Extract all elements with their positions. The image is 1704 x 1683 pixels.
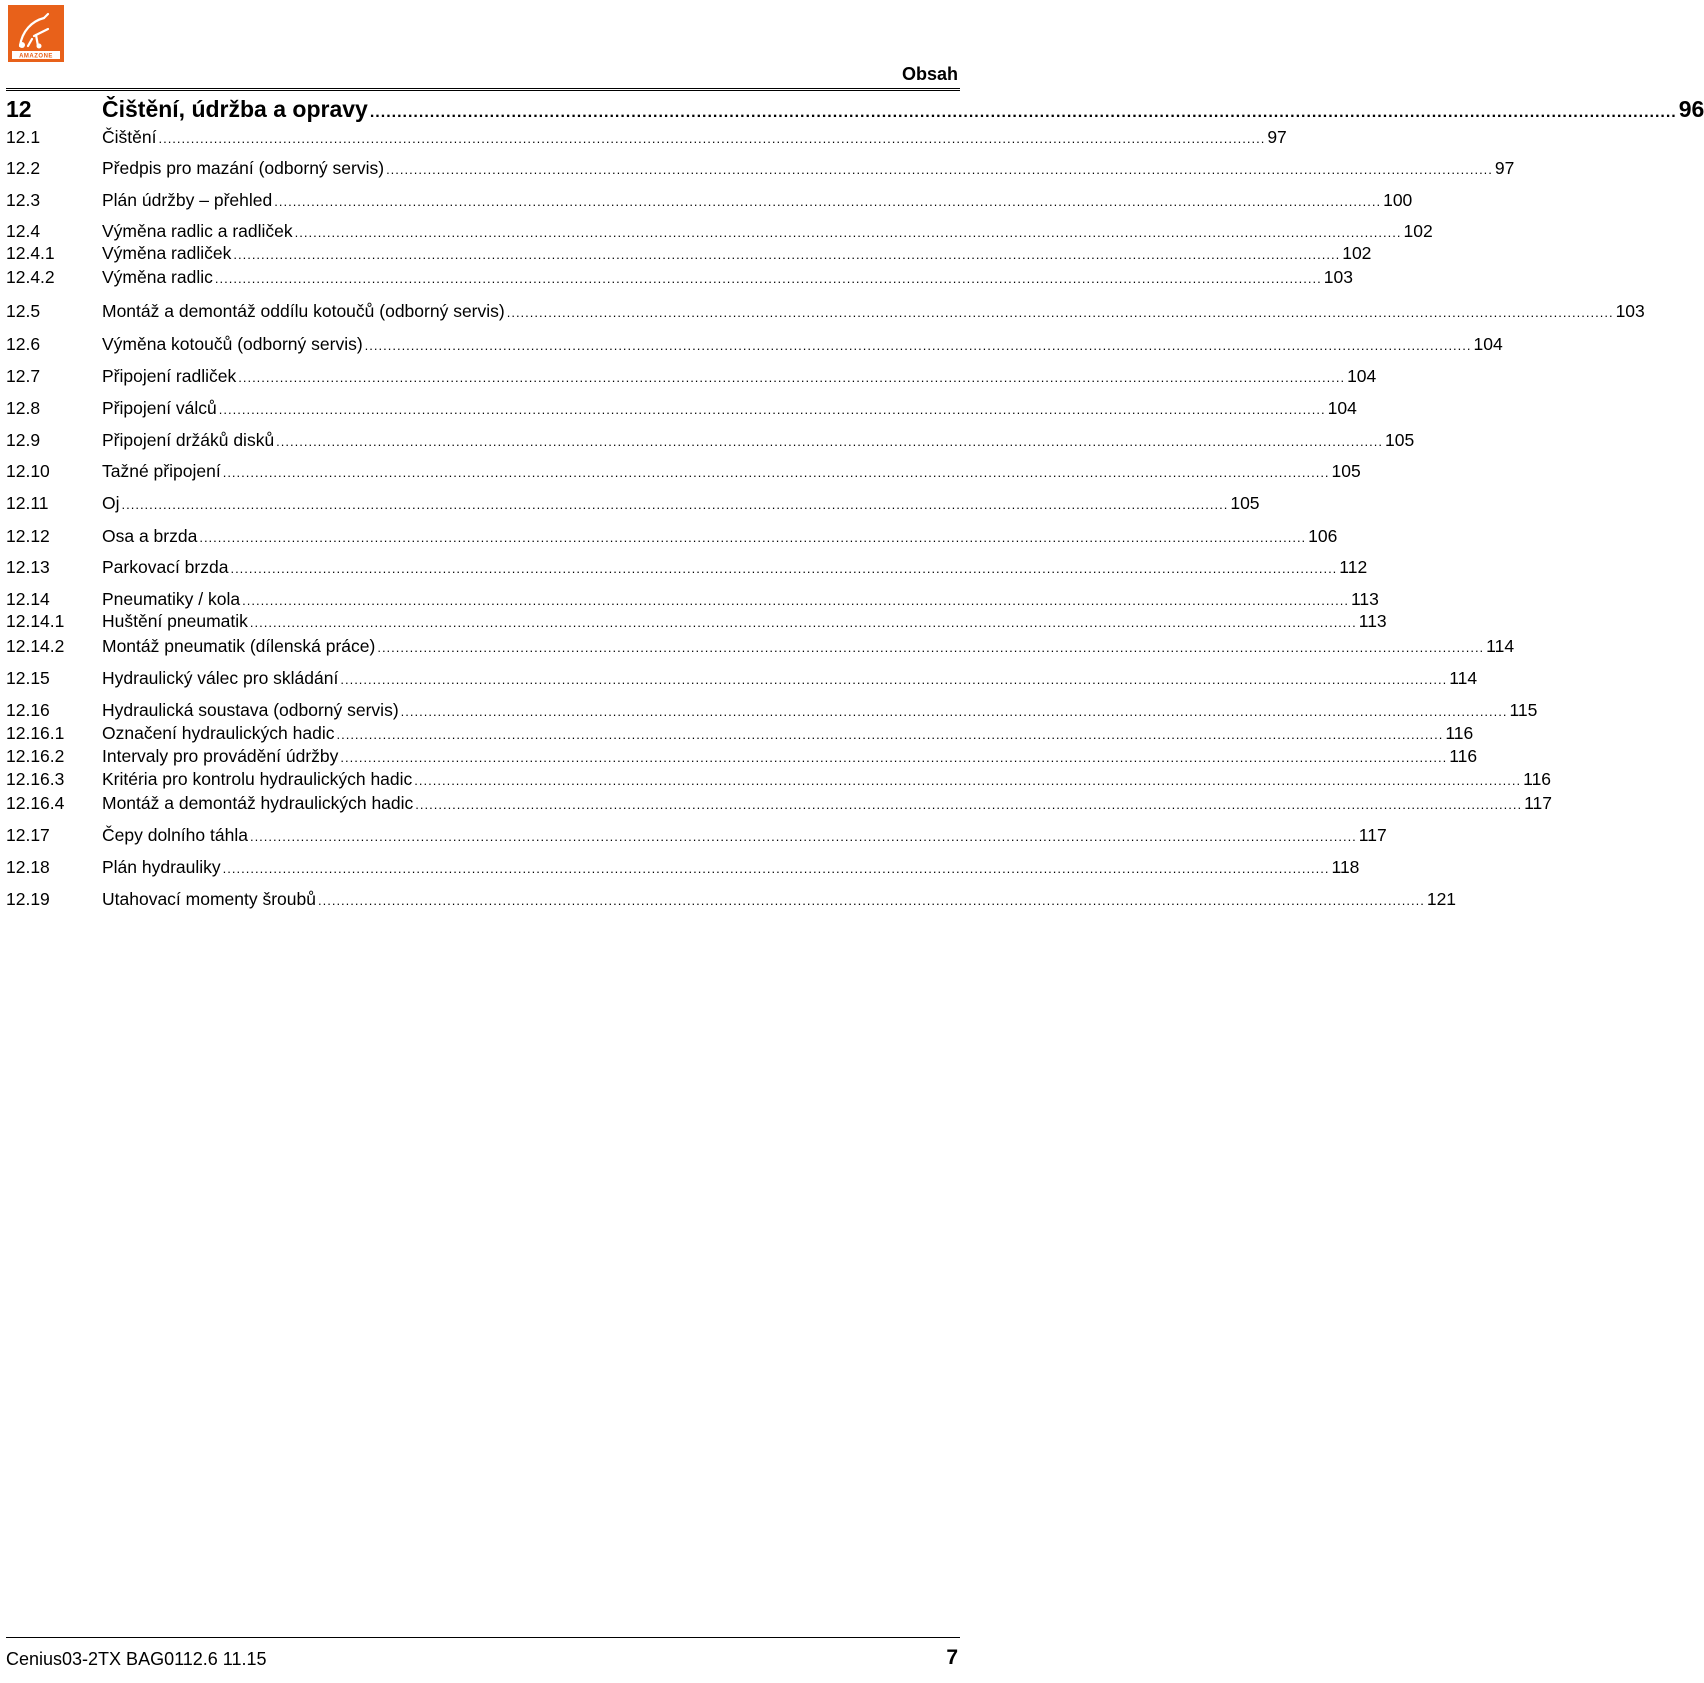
toc-entry-page: 115 [1509,700,1538,720]
toc-entry-title: Hydraulická soustava (odborný servis) [102,700,399,720]
toc-entry-page: 105 [1385,430,1415,450]
toc-entry-title: Výměna radliček [102,243,232,263]
toc-entry[interactable] [6,611,1387,632]
toc-entry-number: 12.10 [6,461,50,481]
svg-text:AMAZONE: AMAZONE [19,53,53,60]
dot-leader: ................................................................................................................................................................................................................................................ [199,530,1307,545]
dot-leader: ................................................................................................................................................................................................................................................ [274,194,1382,209]
toc-entry-title: Připojení držáků disků [102,430,275,450]
dot-leader: ................................................................................................................................................................................................................................................ [318,893,1425,908]
dot-leader: ................................................................................................................................................................................................................................................ [238,370,1346,385]
dot-leader: ................................................................................................................................................................................................................................................ [340,672,1448,687]
toc-entry-number: 12.16 [6,700,50,720]
dot-leader: ................................................................................................................................................................................................................................................ [242,593,1349,608]
dot-leader: ................................................................................................................................................................................................................................................ [340,750,1448,765]
dot-leader: ................................................................................................................................................................................................................................................ [222,861,1330,876]
toc-entry-title: Montáž a demontáž hydraulických hadic [102,793,414,813]
toc-entry-page: 114 [1449,668,1478,688]
toc-entry-title: Pneumatiky / kola [102,589,241,609]
footer-page-number: 7 [946,1646,958,1669]
toc-entry[interactable] [6,825,1387,846]
toc-entry-page: 102 [1342,243,1372,263]
toc-entry-title: Utahovací momenty šroubů [102,889,316,909]
toc-entry-page: 105 [1230,493,1260,513]
toc-entry-page: 102 [1403,221,1433,241]
toc-entry-page: 116 [1523,769,1552,789]
toc-entry-title: Označení hydraulických hadic [102,723,335,743]
toc-entry[interactable] [6,636,1515,657]
toc-entry-page: 104 [1473,334,1503,354]
toc-entry-title: Parkovací brzda [102,557,229,577]
toc-entry[interactable] [6,889,1457,910]
toc-entry-title: Intervaly pro provádění údržby [102,746,339,766]
toc-entry-title: Připojení válců [102,398,217,418]
toc-entry-title: Tažné připojení [102,461,221,481]
toc-entry[interactable] [6,461,1361,482]
toc-entry-number: 12.7 [6,366,41,386]
toc-entry-number: 12.2 [6,158,41,178]
dot-leader: ................................................................................................................................................................................................................................................ [414,773,1522,788]
toc-entry[interactable] [6,190,1413,211]
toc-entry-number: 12.4 [6,221,41,241]
toc-entry-number: 12.16.4 [6,793,65,813]
toc-entry-page: 113 [1350,589,1379,609]
toc-entry[interactable] [6,334,1503,355]
toc-entry-title: Montáž a demontáž oddílu kotoučů (odborný servis) [102,301,505,321]
toc-entry-title: Montáž pneumatik (dílenská práce) [102,636,376,656]
toc-entry-page: 100 [1383,190,1413,210]
footer-document-id: Cenius03-2TX BAG0112.6 11.15 [6,1649,267,1669]
toc-entry-page: 96 [1678,96,1704,122]
dot-leader: ................................................................................................................................................................................................................................................ [233,247,1341,262]
toc-entry-page: 116 [1449,746,1478,766]
toc-entry-title: Výměna radlic [102,267,213,287]
toc-entry-title: Huštění pneumatik [102,611,248,631]
toc-entry[interactable] [6,769,1552,790]
toc-entry-number: 12.5 [6,301,41,321]
toc-entry-number: 12.4.1 [6,243,55,263]
toc-entry[interactable] [6,723,1474,744]
toc-entry-page: 117 [1358,825,1387,845]
dot-leader: ................................................................................................................................................................................................................................................ [506,305,1614,320]
toc-entry[interactable] [6,746,1478,767]
dot-leader: ................................................................................................................................................................................................................................................ [249,615,1357,630]
toc-entry[interactable] [6,158,1515,179]
toc-entry-number: 12.3 [6,190,41,210]
dot-leader: ................................................................................................................................................................................................................................................ [377,640,1485,655]
toc-entry-number: 12.18 [6,857,50,877]
toc-entry-title: Výměna radlic a radliček [102,221,293,241]
dot-leader: ................................................................................................................................................................................................................................................ [121,497,1229,512]
toc-entry-number: 12.15 [6,668,50,688]
dot-leader: ................................................................................................................................................................................................................................................ [249,829,1357,844]
toc-entry[interactable] [6,557,1368,578]
toc-entry-number: 12.6 [6,334,41,354]
toc-entry-number: 12 [6,96,32,122]
toc-entry-title: Kritéria pro kontrolu hydraulických hadic [102,769,413,789]
toc-entry-number: 12.19 [6,889,50,909]
toc-entry[interactable] [6,243,1372,264]
toc-entry[interactable] [6,700,1538,721]
toc-entry[interactable] [6,267,1353,288]
toc-entry-page: 97 [1494,158,1515,178]
toc-entry-page: 104 [1347,366,1377,386]
toc-entry-number: 12.14.2 [6,636,65,656]
footer-divider [6,1637,960,1638]
section-label: Obsah [901,64,958,84]
toc-entry[interactable] [6,493,1260,514]
toc-entry-page: 106 [1308,526,1338,546]
dot-leader: ................................................................................................................................................................................................................................................ [158,131,1266,146]
toc-entry-number: 12.4.2 [6,267,55,287]
toc-entry-number: 12.17 [6,825,50,845]
toc-entry-page: 118 [1331,857,1360,877]
toc-entry-title: Výměna kotoučů (odborný servis) [102,334,363,354]
amazone-logo [8,5,64,62]
dot-leader: ................................................................................................................................................................................................................................................ [276,434,1384,449]
header-divider [6,88,960,91]
toc-entry-title: Čepy dolního táhla [102,825,248,845]
dot-leader: ................................................................................................................................................................................................................................................ [386,162,1493,177]
toc-entry[interactable] [6,857,1360,878]
toc-entry-number: 12.13 [6,557,50,577]
toc-entry[interactable] [6,366,1377,387]
dot-leader: ................................................................................................................................................................................................................................................ [364,338,1472,353]
toc-entry-page: 116 [1445,723,1474,743]
toc-entry[interactable] [6,127,1287,148]
toc-entry-title: Plán hydrauliky [102,857,221,877]
toc-entry-title: Oj [102,493,120,513]
toc-entry-number: 12.8 [6,398,41,418]
dot-leader: ................................................................................................................................................................................................................................................ [369,104,1677,121]
toc-entry-number: 12.14.1 [6,611,65,631]
toc-entry-page: 114 [1486,636,1515,656]
toc-entry-title: Předpis pro mazání (odborný servis) [102,158,385,178]
toc-entry-page: 117 [1524,793,1553,813]
toc-entry-title: Čištění, údržba a opravy [102,96,368,122]
toc-entry[interactable] [6,221,1433,242]
toc-entry[interactable] [6,430,1415,451]
toc-entry-number: 12.1 [6,127,41,147]
toc-entry-page: 103 [1615,301,1645,321]
dot-leader: ................................................................................................................................................................................................................................................ [400,704,1508,719]
toc-entry-page: 97 [1267,127,1287,147]
dot-leader: ................................................................................................................................................................................................................................................ [230,561,1338,576]
toc-entry[interactable] [6,668,1478,689]
toc-entry-number: 12.11 [6,493,49,513]
toc-entry-title: Osa a brzda [102,526,198,546]
toc-entry-page: 113 [1358,611,1387,631]
toc-entry-number: 12.16.3 [6,769,65,789]
toc-entry-number: 12.16.2 [6,746,65,766]
toc-entry-number: 12.14 [6,589,50,609]
toc-entry-title: Připojení radliček [102,366,237,386]
toc-entry-page: 104 [1327,398,1357,418]
toc-entry-page: 121 [1426,889,1457,909]
dot-leader: ................................................................................................................................................................................................................................................ [222,465,1330,480]
toc-entry[interactable] [6,793,1553,814]
toc-entry-title: Plán údržby – přehled [102,190,273,210]
dot-leader: ................................................................................................................................................................................................................................................ [294,225,1402,240]
toc-entry[interactable] [6,526,1338,547]
toc-entry-page: 112 [1339,557,1368,577]
toc-entry[interactable] [6,301,1645,322]
toc-entry-number: 12.16.1 [6,723,65,743]
toc-entry[interactable] [6,589,1379,610]
toc-entry-number: 12.12 [6,526,50,546]
toc-entry[interactable] [6,96,1704,123]
dot-leader: ................................................................................................................................................................................................................................................ [218,402,1326,417]
toc-entry[interactable] [6,398,1357,419]
dot-leader: ................................................................................................................................................................................................................................................ [214,271,1322,286]
dot-leader: ................................................................................................................................................................................................................................................ [336,727,1444,742]
toc-entry-number: 12.9 [6,430,41,450]
dot-leader: ................................................................................................................................................................................................................................................ [415,797,1523,812]
toc-entry-page: 103 [1323,267,1353,287]
toc-entry-page: 105 [1331,461,1361,481]
toc-entry-title: Hydraulický válec pro skládání [102,668,339,688]
toc-entry-title: Čištění [102,127,157,147]
